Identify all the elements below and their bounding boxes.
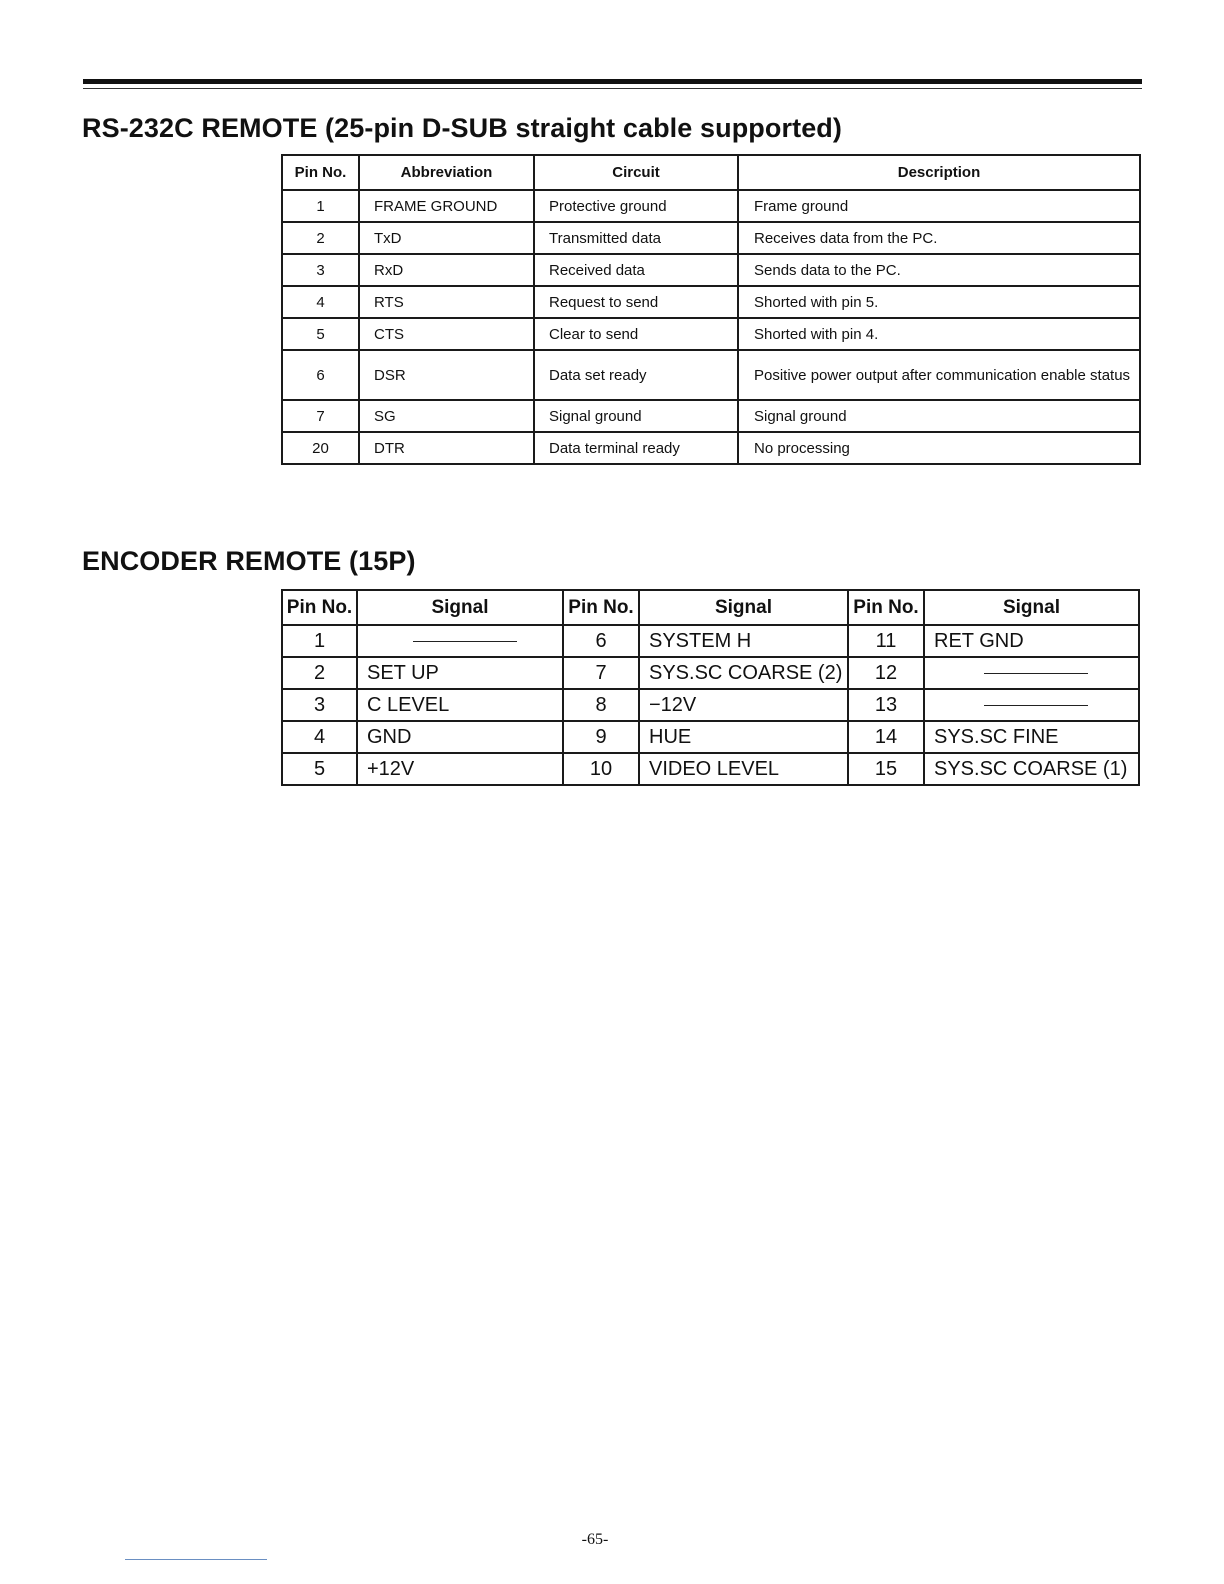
no-signal-dash: [413, 641, 517, 642]
signal-cell-empty: [924, 689, 1139, 721]
abbreviation-cell: TxD: [359, 222, 534, 254]
signal-cell: SYSTEM H: [639, 625, 848, 657]
no-signal-dash: [984, 673, 1088, 674]
column-header-signal: Signal: [357, 590, 563, 625]
no-signal-dash: [984, 705, 1088, 706]
signal-cell: SYS.SC FINE: [924, 721, 1139, 753]
abbreviation-cell: RxD: [359, 254, 534, 286]
header-rule-thin: [83, 88, 1142, 89]
circuit-cell: Received data: [534, 254, 738, 286]
pin-cell: 9: [563, 721, 639, 753]
abbreviation-cell: CTS: [359, 318, 534, 350]
signal-cell: RET GND: [924, 625, 1139, 657]
pin-cell: 10: [563, 753, 639, 785]
circuit-cell: Signal ground: [534, 400, 738, 432]
page-number: -65-: [581, 1531, 609, 1548]
pin-cell: 5: [282, 318, 359, 350]
table-header-row: [282, 590, 1139, 625]
pin-cell: 14: [848, 721, 924, 753]
signal-cell: −12V: [639, 689, 848, 721]
table-row: [282, 286, 1140, 318]
column-header-signal: Signal: [924, 590, 1139, 625]
pin-cell: 12: [848, 657, 924, 689]
column-header-pin: Pin No.: [282, 590, 357, 625]
pin-cell: 7: [282, 400, 359, 432]
column-header-signal: Signal: [639, 590, 848, 625]
table-row: [282, 689, 1139, 721]
column-header-description: Description: [738, 155, 1140, 190]
pin-cell: 1: [282, 625, 357, 657]
column-header-pin: Pin No.: [848, 590, 924, 625]
pin-cell: 15: [848, 753, 924, 785]
signal-cell: SYS.SC COARSE (2): [639, 657, 848, 689]
table-row: [282, 222, 1140, 254]
column-header-pin: Pin No.: [282, 155, 359, 190]
signal-cell: SYS.SC COARSE (1): [924, 753, 1139, 785]
header-rule-thick: [83, 79, 1142, 84]
description-cell: Shorted with pin 5.: [738, 286, 1140, 318]
signal-cell-empty: [357, 625, 563, 657]
table-row: [282, 254, 1140, 286]
encoder-pin-table: [281, 589, 1140, 786]
circuit-cell: Request to send: [534, 286, 738, 318]
abbreviation-cell: SG: [359, 400, 534, 432]
table-header-row: [282, 155, 1140, 190]
pin-cell: 5: [282, 753, 357, 785]
circuit-cell: Data set ready: [534, 350, 738, 400]
rs232-section-title: RS-232C REMOTE (25-pin D-SUB straight cable supported): [82, 113, 842, 143]
signal-cell: SET UP: [357, 657, 563, 689]
abbreviation-cell: DTR: [359, 432, 534, 464]
table-row: [282, 400, 1140, 432]
description-cell: Signal ground: [738, 400, 1140, 432]
pin-cell: 6: [282, 350, 359, 400]
signal-cell: +12V: [357, 753, 563, 785]
description-cell: Receives data from the PC.: [738, 222, 1140, 254]
pin-cell: 4: [282, 286, 359, 318]
description-cell: Positive power output after communication enable status: [738, 350, 1140, 400]
table-row: [282, 190, 1140, 222]
table-row: [282, 721, 1139, 753]
description-cell: Shorted with pin 4.: [738, 318, 1140, 350]
signal-cell: GND: [357, 721, 563, 753]
description-cell: No processing: [738, 432, 1140, 464]
column-header-abbreviation: Abbreviation: [359, 155, 534, 190]
column-header-pin: Pin No.: [563, 590, 639, 625]
abbreviation-cell: RTS: [359, 286, 534, 318]
abbreviation-cell: DSR: [359, 350, 534, 400]
column-header-circuit: Circuit: [534, 155, 738, 190]
signal-cell-empty: [924, 657, 1139, 689]
pin-cell: 4: [282, 721, 357, 753]
table-row: [282, 350, 1140, 400]
signal-cell: HUE: [639, 721, 848, 753]
description-cell: Frame ground: [738, 190, 1140, 222]
rs232-pin-table: [281, 154, 1141, 465]
circuit-cell: Data terminal ready: [534, 432, 738, 464]
table-row: [282, 318, 1140, 350]
signal-cell: C LEVEL: [357, 689, 563, 721]
pin-cell: 20: [282, 432, 359, 464]
description-cell: Sends data to the PC.: [738, 254, 1140, 286]
pin-cell: 2: [282, 657, 357, 689]
circuit-cell: Protective ground: [534, 190, 738, 222]
footer-rule: [125, 1559, 267, 1560]
pin-cell: 11: [848, 625, 924, 657]
table-row: [282, 625, 1139, 657]
circuit-cell: Clear to send: [534, 318, 738, 350]
pin-cell: 3: [282, 689, 357, 721]
pin-cell: 6: [563, 625, 639, 657]
pin-cell: 8: [563, 689, 639, 721]
pin-cell: 3: [282, 254, 359, 286]
encoder-section-title: ENCODER REMOTE (15P): [82, 546, 416, 576]
pin-cell: 2: [282, 222, 359, 254]
table-row: [282, 432, 1140, 464]
table-row: [282, 657, 1139, 689]
abbreviation-cell: FRAME GROUND: [359, 190, 534, 222]
pin-cell: 13: [848, 689, 924, 721]
pin-cell: 7: [563, 657, 639, 689]
table-row: [282, 753, 1139, 785]
signal-cell: VIDEO LEVEL: [639, 753, 848, 785]
circuit-cell: Transmitted data: [534, 222, 738, 254]
pin-cell: 1: [282, 190, 359, 222]
